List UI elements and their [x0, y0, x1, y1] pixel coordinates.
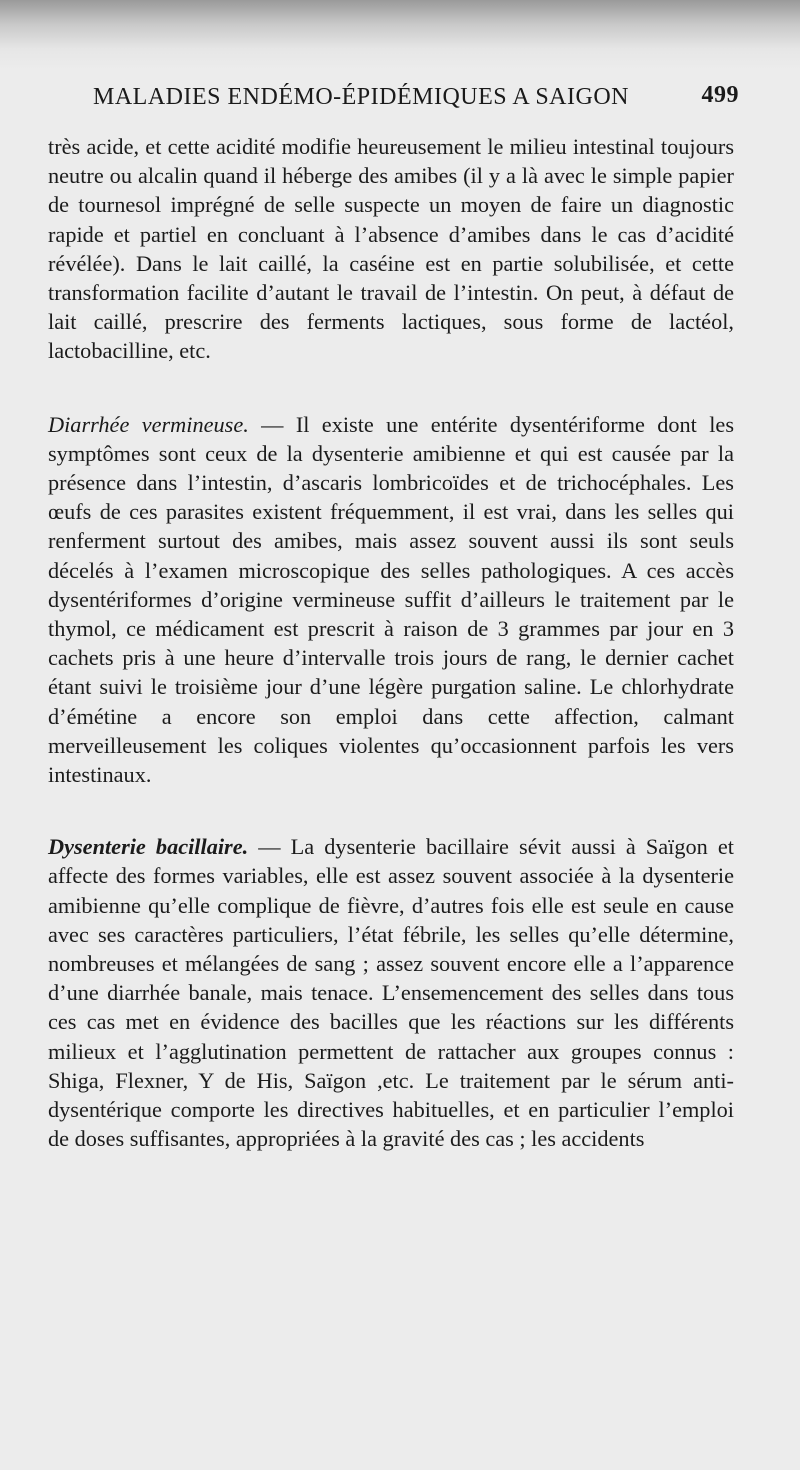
paragraph-text: La dysenterie bacillaire sévit aussi à Saïgon et affecte des formes variables, elle est assez souvent associée à la dysenterie amibienne qu’elle complique de fièvre, d’autres fois elle est seule en cause avec ses caractères particuliers, l’état fébrile, les selles qu’elle détermine, nombreuses et mélangées de sang ; assez souvent encore elle a l’apparence d’une diarrhée banale, mais tenace. L’ensemencement des selles dans tous ces cas met en évidence des bacilles que les réactions sur les différents milieux et l’agglutination permettent de rattacher aux groupes connus : Shiga, Flexner, Y de His, Saïgon ,etc. Le traitement par le sérum anti-dysentérique comporte les directives habituelles, et en particulier l’emploi de doses suffisantes, appropriées à la gravité des cas ; les accidents	[48, 834, 734, 1152]
paragraph-verminous-diarrhea	[48, 410, 734, 790]
paragraph-lactic-diet	[48, 132, 734, 366]
body-text	[48, 132, 734, 1154]
em-dash: —	[261, 411, 296, 437]
paragraph-text: Il existe une entérite dysentériforme dont les symptômes sont ceux de la dysenterie amibienne et qui est causée par la présence dans l’intestin, d’ascaris lombricoïdes et de trichocéphales. Les œufs de ces parasites existent fréquemment, il est vrai, dans les selles qui renferment surtout des amibes, mais assez souvent aussi ils sont seuls décelés à l’examen microscopique des selles pathologiques. A ces accès dysentériformes d’origine vermineuse suffit d’ailleurs le traitement par le thymol, ce médicament est prescrit à raison de 3 grammes par jour en 3 cachets pris à une heure d’intervalle trois jours de rang, le dernier cachet étant suivi le troisième jour d’une légère purgation saline. Le chlorhydrate d’émétine a encore son emploi dans cette affection, calmant merveilleusement les coliques violentes qu’occasionnent parfois les vers intestinaux.	[48, 411, 734, 788]
running-title: MALADIES ENDÉMO-ÉPIDÉMIQUES A SAIGON	[93, 84, 629, 110]
section-heading-verminous-diarrhea: Diarrhée vermineuse.	[48, 411, 249, 437]
paragraph-text: très acide, et cette acidité modifie heureusement le milieu intestinal toujours neutre ou alcalin quand il héberge des amibes (il y a là avec le simple papier de tournesol imprégné de selle suspecte un moyen de faire un diagnostic rapide et partiel en concluant à l’absence d’amibes dans le cas d’acidité révélée). Dans le lait caillé, la caséine est en partie solubilisée, et cette transformation facilite d’autant le travail de l’intestin. On peut, à défaut de lait caillé, prescrire des ferments lactiques, sous forme de lactéol, lactobacilline, etc.	[48, 134, 734, 364]
em-dash: —	[258, 834, 291, 860]
running-head	[93, 80, 739, 114]
page-top-shadow	[0, 0, 800, 70]
page-number: 499	[701, 82, 739, 108]
section-heading-bacillary-dysentery: Dysenterie bacillaire.	[48, 834, 249, 860]
paragraph-bacillary-dysentery	[48, 832, 734, 1153]
